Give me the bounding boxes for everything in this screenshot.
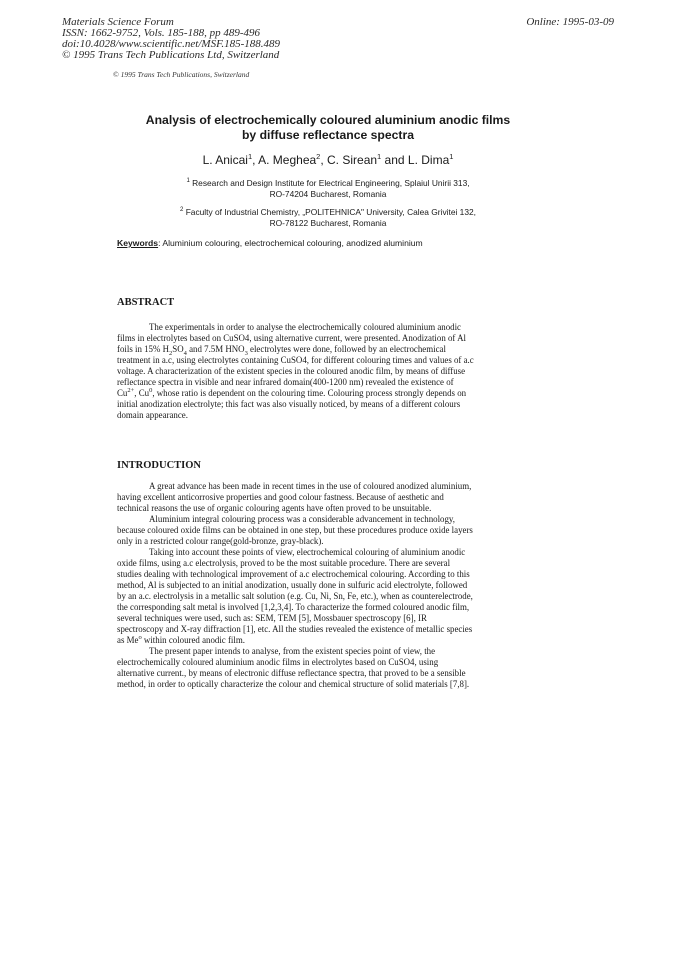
paper-title [108, 113, 548, 143]
text-line: method, in order to optically characterize the colour and chemical structure of solid materials [7,8]. [117, 679, 470, 689]
copyright-small: © 1995 Trans Tech Publications, Switzerland [113, 70, 250, 79]
text-line: Taking into account these points of view, electrochemical colouring of aluminium anodic [149, 547, 466, 557]
text-line: Aluminium integral colouring process was a considerable advancement in technology, [149, 514, 456, 524]
title-line-2: by diffuse reflectance spectra [241, 128, 415, 142]
introduction-body [117, 481, 542, 690]
text-line: alternative current., by means of electronic diffuse reflectance spectra, that proved to be a sensible [117, 668, 466, 678]
keywords-label: Keywords [117, 238, 159, 248]
keywords-text: : Aluminium colouring, electrochemical colouring, anodized aluminium [158, 238, 423, 248]
journal-name: Materials Science Forum [62, 16, 174, 28]
text-line: initial anodization electrolyte; this fact was also visually noticed, by means of a different colours [117, 399, 461, 409]
text-line: $Cu^{2+}$, Cu$^0$, whose ratio is dependent on the colouring time. Colouring process strongly depends on [117, 387, 467, 398]
text-line: The experimentals in order to analyse the electrochemically coloured aluminium anodic [149, 322, 461, 332]
text-line: the corresponding salt metal is involved [1,2,3,4]. To characterize the formed coloured anodic film, [117, 602, 470, 612]
author-affil-mark: 1 [449, 152, 454, 161]
text-line: voltage. A characterization of the existent species in the coloured anodic film, by means of diffuse [117, 366, 466, 376]
author-list [108, 153, 548, 167]
author-affil-mark: 1 [247, 152, 253, 161]
copyright-line: © 1995 Trans Tech Publications Ltd, Switzerland [62, 49, 280, 61]
author-affil-mark: 2 [316, 152, 321, 161]
text-line: studies dealing with technological improvement of a.c electrochemical colouring. According to this [117, 569, 470, 579]
abstract-heading: ABSTRACT [117, 297, 175, 308]
affil-1-line-1: Research and Design Institute for Electrical Engineering, Splaiul Unirii 313, [192, 178, 470, 188]
author-anicai: L. Anicai [202, 153, 248, 167]
text-line: films in electrolytes based on CuSO4, using alternative current, were presented. Anodization of Al [117, 333, 466, 343]
text-line: spectroscopy and X-ray diffraction [1], etc. All the studies revealed the existence of metallic species [117, 624, 473, 634]
text-line: technical reasons the use of organic colouring agents have often proved to be unsuitable. [117, 503, 432, 513]
affil-2-line-2: RO-78122 Bucharest, Romania [269, 218, 387, 228]
author-meghea: A. Meghea [258, 153, 317, 167]
doi-line[interactable]: doi:10.4028/www.scientific.net/MSF.185-188.489 [62, 38, 281, 50]
affiliation-2 [108, 207, 548, 229]
affil-mark-2: 2 [180, 207, 184, 214]
text-line: only in a restricted colour range(gold-bronze, gray-black). [117, 536, 324, 546]
text-line: A great advance has been made in recent times in the use of coloured anodized aluminium, [149, 481, 472, 491]
citation-header [62, 17, 280, 61]
affiliation-1 [108, 178, 548, 200]
text-line: several techniques were used, such as: SEM, TEM [5], Mossbauer spectroscopy [6], IR [117, 613, 427, 623]
author-separator: , [252, 153, 259, 167]
author-affil-mark: 1 [377, 152, 382, 161]
text-line: The present paper intends to analyse, from the existent species point of view, the [149, 646, 436, 656]
author-conjunction: and [381, 153, 408, 167]
text-line: reflectance spectra in visible and near infrared domain(400-1200 nm) revealed the existence of [117, 377, 454, 387]
issn-line: ISSN: 1662-9752, Vols. 185-188, pp 489-496 [62, 27, 260, 39]
introduction-heading: INTRODUCTION [117, 460, 202, 471]
text-line: foils in 15% $H_2SO_4$ and 7.5M $HNO_3$ electrolytes were done, followed by an electrochemical [117, 344, 446, 357]
abstract-body [117, 322, 542, 421]
author-sirean: C. Sirean [327, 153, 378, 167]
text-line: electrochemically coloured aluminium anodic films in electrolytes based on CuSO4, using [117, 657, 439, 667]
text-line: as Me$^o$ within coloured anodic film. [117, 634, 245, 645]
online-date: Online: 1995-03-09 [526, 16, 614, 28]
text-line: having excellent anticorrosive properties and good colour fastness. Because of aesthetic and [117, 492, 444, 502]
text-line: by an a.c. electrolysis in a metallic salt solution (e.g. Cu, Ni, Sn, Fe, etc.), when as counterelectrode, [117, 591, 473, 601]
affil-mark-1: 1 [186, 178, 190, 185]
text-line: domain appearance. [117, 410, 188, 420]
affil-2-line-1: Faculty of Industrial Chemistry, „POLITEHNICA" University, Calea Grivitei 132, [185, 207, 476, 217]
text-line: treatment in a.c, using electrolytes containing CuSO4, for different colouring times and values of a.c [117, 355, 474, 365]
keywords [117, 238, 423, 248]
text-line: because coloured oxide films can be obtained in one step, but these procedures produce oxide layers [117, 525, 473, 535]
author-dima: L. Dima [407, 153, 450, 167]
text-line: method, Al is subjected to an initial anodization, usually done in sulfuric acid electrolyte, followed [117, 580, 468, 590]
affil-1-line-2: RO-74204 Bucharest, Romania [269, 189, 387, 199]
text-line: oxide films, using a.c electrolysis, proved to be the most suitable procedure. There are several [117, 558, 451, 568]
title-line-1: Analysis of electrochemically coloured aluminium anodic films [145, 113, 511, 127]
author-separator: , [320, 153, 328, 167]
